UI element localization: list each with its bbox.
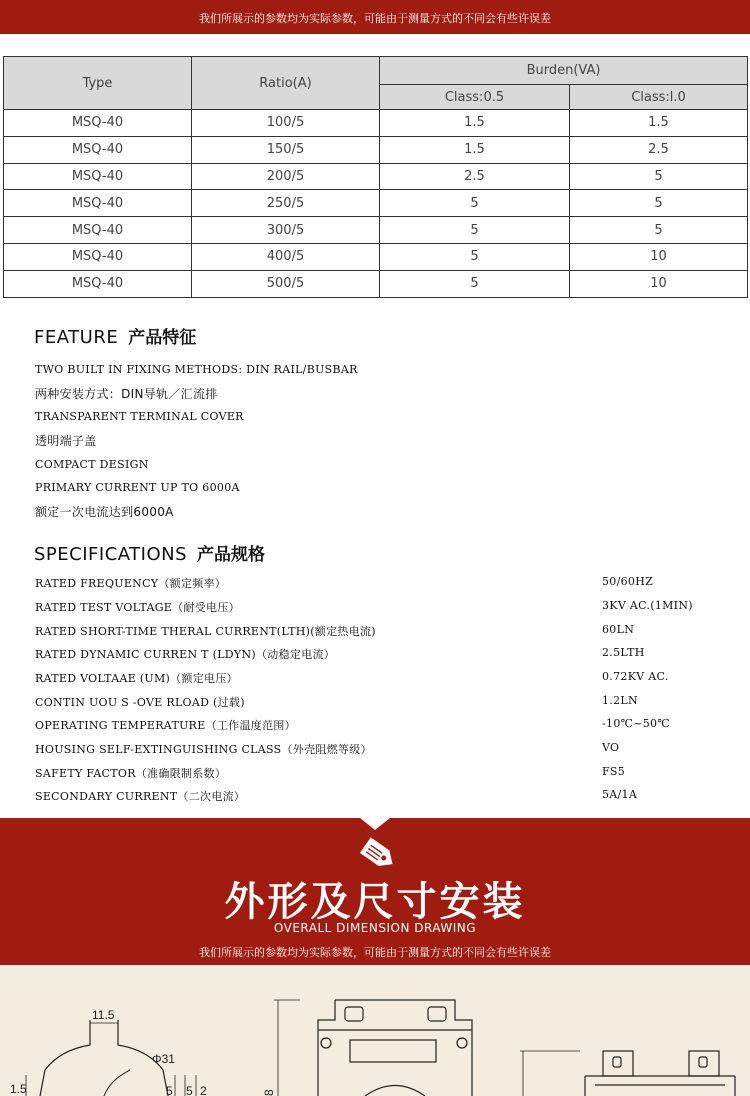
spec-value: 0.72KV AC. <box>602 670 669 683</box>
spec-value: 2.5LTH <box>602 646 645 659</box>
cell-ratio: 150/5 <box>192 136 380 163</box>
cell-class-05: 5 <box>380 190 570 217</box>
cell-type: MSQ-40 <box>4 136 192 163</box>
spec-value: 60LN <box>602 623 635 636</box>
specifications-heading <box>34 540 265 565</box>
cell-class-10: 10 <box>570 270 748 297</box>
specifications-title-zh: 产品规格 <box>197 545 266 565</box>
cell-class-10: 5 <box>570 217 748 244</box>
dimension-title-en: OVERALL DIMENSION DRAWING <box>273 921 477 935</box>
table-row <box>4 270 748 297</box>
table-row <box>4 110 748 137</box>
spec-label: RATED DYNAMIC CURREN T (LDYN)（动稳定电流） <box>35 648 336 661</box>
dim-width-label: 11.5 <box>92 1008 115 1022</box>
spec-value: 5A/1A <box>602 788 638 801</box>
spec-value: FS5 <box>602 765 626 778</box>
measurement-notice: 我们所展示的参数均为实际参数，可能由于测量方式的不同会有些许误差 <box>199 12 551 25</box>
cell-class-10: 2.5 <box>570 136 748 163</box>
spec-value: -10℃~50℃ <box>602 717 670 730</box>
cell-class-05: 5 <box>380 217 570 244</box>
cell-ratio: 400/5 <box>192 243 380 270</box>
header-burden: Burden(VA) <box>380 57 748 85</box>
cell-type: MSQ-40 <box>4 163 192 190</box>
feature-heading <box>34 323 196 348</box>
dim-height-label: 8 <box>262 1089 276 1096</box>
spec-value: VO <box>602 741 620 754</box>
header-type: Type <box>4 57 192 110</box>
cell-type: MSQ-40 <box>4 110 192 137</box>
cell-ratio: 100/5 <box>192 110 380 137</box>
dimension-notice: 我们所展示的参数均为实际参数，可能由于测量方式的不同会有些许误差 <box>199 946 551 959</box>
table-row <box>4 243 748 270</box>
cell-class-05: 5 <box>380 243 570 270</box>
header-class-05: Class:0.5 <box>380 85 570 110</box>
spec-label: SECONDARY CURRENT（二次电流） <box>35 790 246 803</box>
price-tag-icon <box>355 833 401 875</box>
dim-five-label: 5 <box>166 1084 173 1096</box>
feature-line: COMPACT DESIGN <box>35 458 149 471</box>
cell-class-10: 1.5 <box>570 110 748 137</box>
spec-value: 50/60HZ <box>602 575 654 588</box>
cell-class-05: 2.5 <box>380 163 570 190</box>
table-row <box>4 163 748 190</box>
cell-ratio: 500/5 <box>192 270 380 297</box>
cell-class-05: 5 <box>380 270 570 297</box>
cell-ratio: 300/5 <box>192 217 380 244</box>
cell-class-10: 5 <box>570 190 748 217</box>
spec-label: RATED SHORT-TIME THERAL CURRENT(LTH)(额定热电流) <box>35 625 376 638</box>
spec-label: RATED TEST VOLTAGE（耐受电压） <box>35 601 240 614</box>
cell-ratio: 200/5 <box>192 163 380 190</box>
header-ratio: Ratio(A) <box>192 57 380 110</box>
spec-label: RATED FREQUENCY（额定频率） <box>35 577 227 590</box>
feature-line: TRANSPARENT TERMINAL COVER <box>35 410 244 423</box>
top-banner <box>0 0 750 34</box>
feature-title-en: FEATURE <box>34 327 119 348</box>
feature-line: 两种安装方式：DIN导轨／汇流排 <box>35 387 218 401</box>
cell-class-05: 1.5 <box>380 110 570 137</box>
spec-label: SAFETY FACTOR（准确限制系数） <box>35 767 227 780</box>
dim-five-label: 5 <box>186 1084 193 1096</box>
side-view-drawing <box>274 1000 472 1096</box>
dim-side-label: 1.5 <box>10 1082 27 1096</box>
cell-class-05: 1.5 <box>380 136 570 163</box>
burden-table <box>3 56 748 298</box>
cell-class-10: 10 <box>570 243 748 270</box>
cell-type: MSQ-40 <box>4 190 192 217</box>
dim-diameter-label: Φ31 <box>152 1052 175 1066</box>
feature-line: PRIMARY CURRENT UP TO 6000A <box>35 481 240 494</box>
specifications-title-en: SPECIFICATIONS <box>34 544 188 565</box>
header-class-10: Class:l.0 <box>570 85 748 110</box>
spec-label: CONTIN UOU S -OVE RLOAD (过载) <box>35 696 245 709</box>
dimension-drawing-area <box>0 965 750 1096</box>
cell-ratio: 250/5 <box>192 190 380 217</box>
feature-title-zh: 产品特征 <box>128 328 197 348</box>
table-row <box>4 136 748 163</box>
feature-line: 额定一次电流达到6000A <box>35 505 174 519</box>
spec-label: RATED VOLTAAE (UM)（额定电压） <box>35 672 238 685</box>
table-body <box>4 110 748 298</box>
spec-label: OPERATING TEMPERATURE（工作温度范围） <box>35 719 296 732</box>
spec-value: 3KV AC.(1MIN) <box>602 599 693 612</box>
dim-two-label: 2 <box>200 1084 207 1096</box>
table-row <box>4 217 748 244</box>
dimension-drawing <box>0 965 750 1096</box>
cell-type: MSQ-40 <box>4 243 192 270</box>
spec-value: 1.2LN <box>602 694 638 707</box>
feature-line: TWO BUILT IN FIXING METHODS: DIN RAIL/BUSBAR <box>35 363 358 376</box>
top-view-drawing <box>520 1051 735 1096</box>
cell-type: MSQ-40 <box>4 217 192 244</box>
spec-label: HOUSING SELF-EXTINGUISHING CLASS（外壳阻燃等级） <box>35 743 372 756</box>
dimension-title-zh: 外形及尺寸安装 <box>224 879 526 925</box>
cell-class-10: 5 <box>570 163 748 190</box>
feature-line: 透明端子盖 <box>35 434 97 448</box>
cell-type: MSQ-40 <box>4 270 192 297</box>
table-row <box>4 190 748 217</box>
